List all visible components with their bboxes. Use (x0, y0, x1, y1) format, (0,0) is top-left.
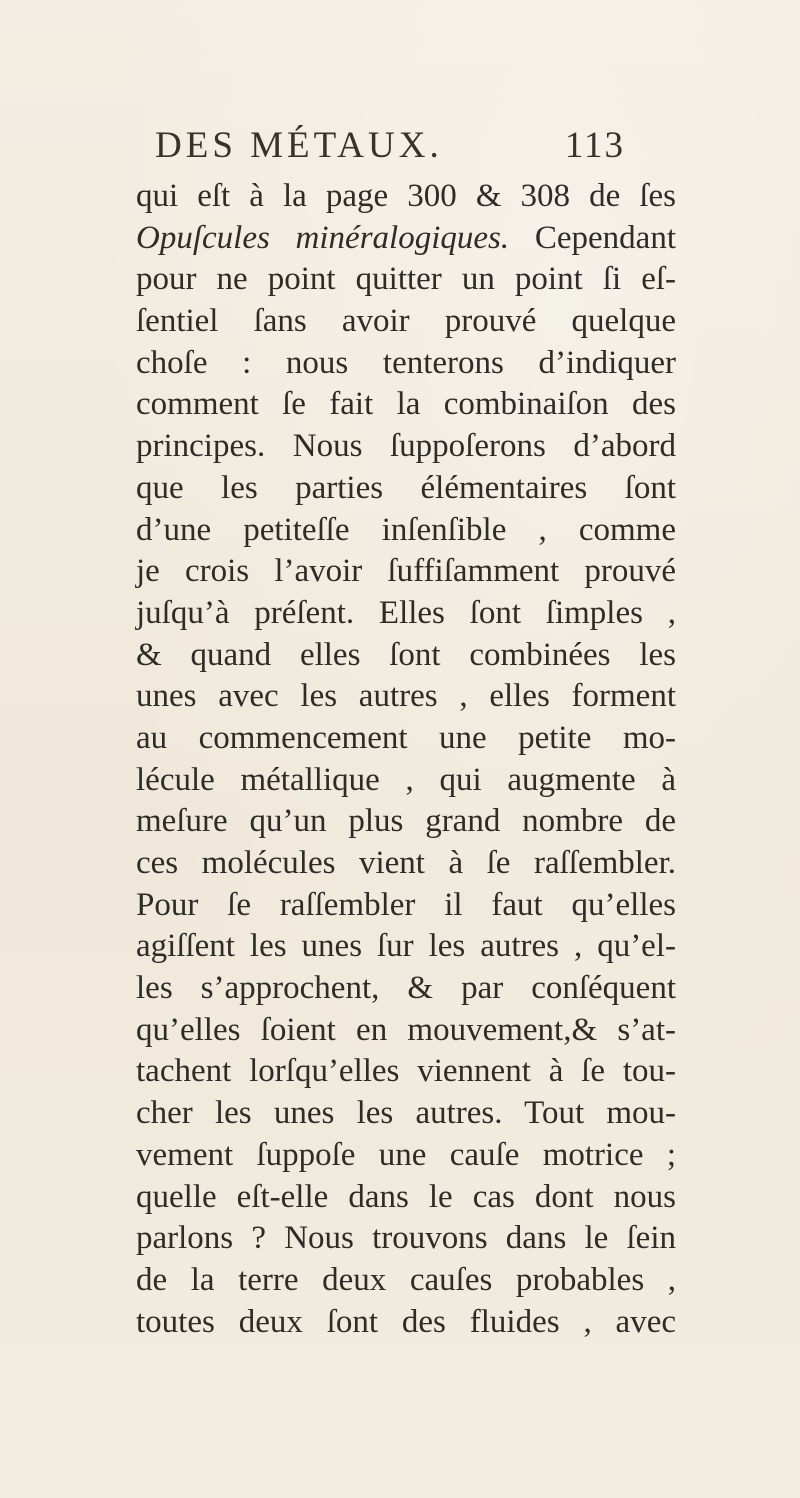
text-line: ces molécules vient à ſe raſſembler. (136, 845, 676, 881)
text-line: quelle eſt-elle dans le cas dont nous (136, 1178, 676, 1215)
text-line: parlons ? Nous trouvons dans le ſein (136, 1220, 676, 1257)
page-number: 113 (564, 125, 625, 166)
text-line: Pour ſe raſſembler il faut qu’elles (136, 886, 676, 923)
text-line: d’une petiteſſe inſenſible , comme (136, 511, 676, 548)
text-line: & quand elles ſont combinées les (136, 636, 676, 673)
text-line: de la terre deux cauſes probables , (136, 1261, 676, 1298)
text-line: agiſſent les unes ſur les autres , qu’el- (136, 928, 676, 965)
text-line: juſqu’à préſent. Elles ſont ſimples , (136, 594, 676, 631)
text-line: lécule métallique , qui augmente à (136, 761, 676, 798)
text-line: je crois l’avoir ſuffiſamment prouvé (136, 553, 676, 590)
text-line: cher les unes les autres. Tout mou- (136, 1095, 676, 1132)
running-title: DES MÉTAUX. (155, 125, 443, 166)
text-line: qui eſt à la page 300 & 308 de ſes (136, 178, 676, 214)
text-line (136, 218, 676, 260)
italic-title: Opuſcules minéralogiques. (136, 219, 510, 256)
page-header (155, 124, 625, 172)
text-line: comment ſe fait la combinaiſon des (136, 386, 676, 423)
text-line: au commencement une petite mo- (136, 719, 676, 756)
text-line: toutes deux ſont des fluides , avec (136, 1303, 676, 1340)
text-line: pour ne point quitter un point ſi eſ- (136, 261, 676, 298)
text-segment: Cependant (509, 219, 676, 256)
text-line: choſe : nous tenterons d’indiquer (136, 344, 676, 381)
text-line: principes. Nous ſuppoſerons d’abord (136, 428, 676, 465)
text-line: unes avec les autres , elles forment (136, 678, 676, 715)
text-line: que les parties élémentaires ſont (136, 469, 676, 506)
text-line: les s’approchent, & par conſéquent (136, 970, 676, 1007)
text-line: meſure qu’un plus grand nombre de (136, 803, 676, 840)
body-text (136, 176, 676, 1343)
text-line: ſentiel ſans avoir prouvé quelque (136, 303, 676, 340)
text-line: tachent lorſqu’elles viennent à ſe tou- (136, 1053, 676, 1090)
text-line: vement ſuppoſe une cauſe motrice ; (136, 1136, 676, 1173)
text-line: qu’elles ſoient en mouvement,& s’at- (136, 1011, 676, 1048)
